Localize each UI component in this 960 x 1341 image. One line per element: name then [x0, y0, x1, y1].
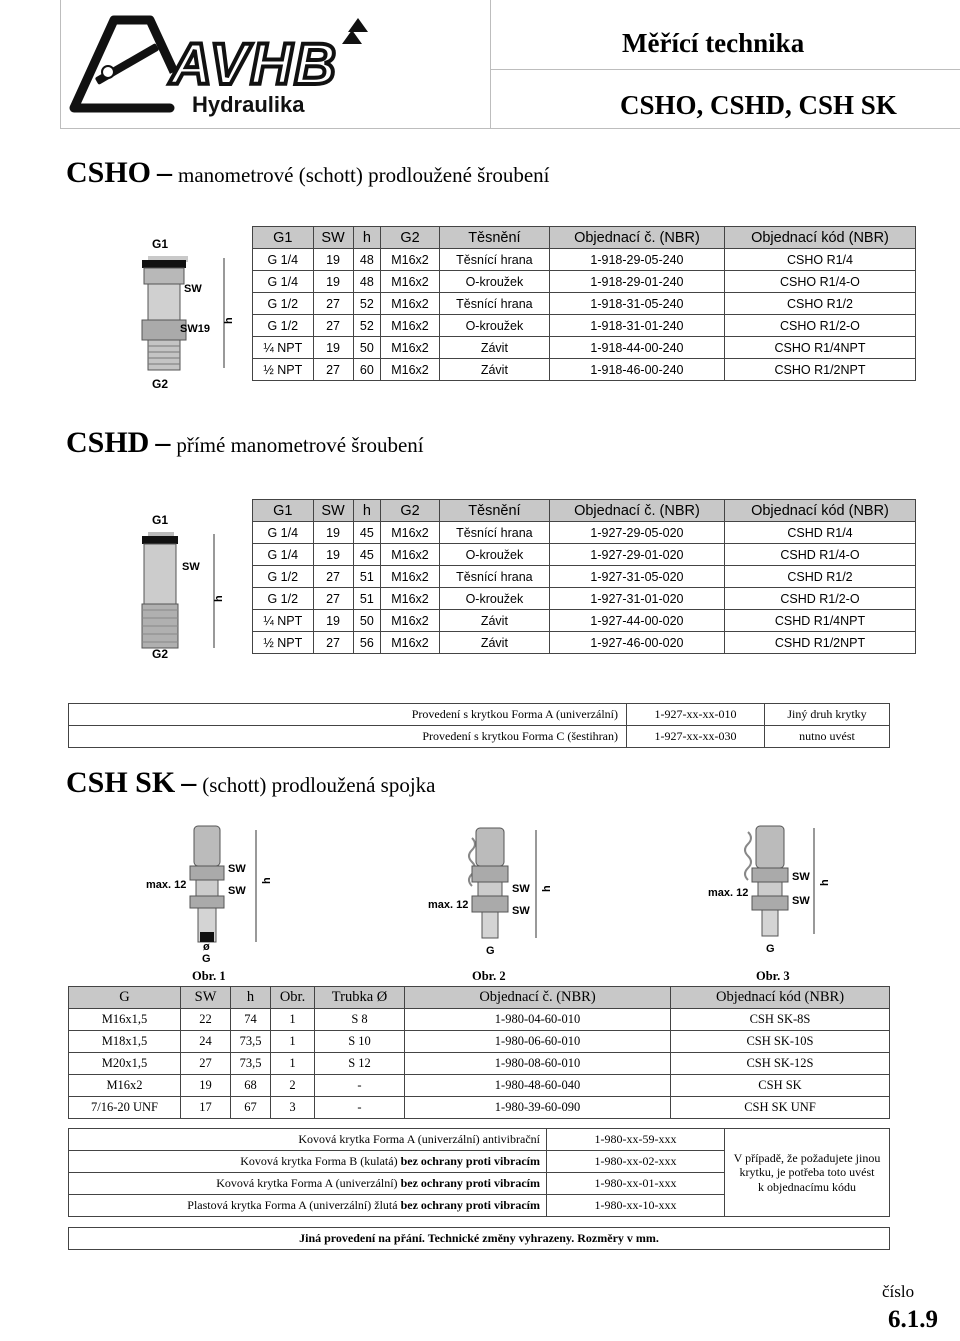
table-row	[69, 704, 890, 726]
footer-note: Jiná provedení na přání. Technické změny vyhrazeny. Rozměry v mm.	[69, 1228, 890, 1250]
table-row	[253, 522, 916, 544]
table-cell: 1	[271, 1053, 315, 1075]
table-cell: 73,5	[231, 1031, 271, 1053]
table-row	[69, 1031, 890, 1053]
table-cell: 52	[353, 293, 381, 315]
table-row	[253, 544, 916, 566]
table-cell: 2	[271, 1075, 315, 1097]
table-cell: 1-918-44-00-240	[549, 337, 724, 359]
cap-description: Kovová krytka Forma A (univerzální)	[216, 1176, 401, 1190]
table-cell: CSHO R1/4-O	[724, 271, 915, 293]
table-cell: M16x2	[381, 544, 440, 566]
section-heading-cshd: CSHD – přímé manometrové šroubení	[66, 426, 424, 459]
svg-text:G: G	[486, 945, 495, 957]
table-cell: 27	[313, 293, 353, 315]
table-row	[69, 1009, 890, 1031]
table-cell: M16x2	[381, 315, 440, 337]
footer-note-box	[68, 1227, 890, 1250]
table-cell: Provedení s krytkou Forma C (šestihran)	[69, 726, 627, 748]
column-header: Objednací č. (NBR)	[405, 987, 671, 1009]
table-cell: M16x2	[381, 588, 440, 610]
document-title: Měřící technika	[622, 28, 805, 58]
table-cell: M16x2	[381, 337, 440, 359]
table-cell: 1-927-46-00-020	[549, 632, 724, 654]
column-header: G2	[381, 500, 440, 522]
table-cell: CSHO R1/4NPT	[724, 337, 915, 359]
table-cell: 1-927-29-05-020	[549, 522, 724, 544]
cshsk-drawing-1	[140, 822, 290, 968]
svg-text:SW: SW	[228, 863, 246, 875]
table-cell: G 1/4	[253, 249, 314, 271]
table-cell: 1-918-29-01-240	[549, 271, 724, 293]
table-cell: G 1/4	[253, 544, 314, 566]
table-cell: 1-980-xx-01-xxx	[547, 1173, 725, 1195]
table-cell: 19	[313, 544, 353, 566]
cshsk-drawing-3	[706, 822, 846, 960]
svg-text:G2: G2	[152, 647, 169, 661]
table-cell: 19	[313, 271, 353, 293]
svg-text:h: h	[213, 595, 225, 602]
svg-text:SW: SW	[792, 871, 810, 883]
svg-text:SW: SW	[512, 883, 530, 895]
column-header: h	[231, 987, 271, 1009]
table-cell: 19	[313, 249, 353, 271]
column-header: SW	[313, 227, 353, 249]
svg-text:max. 12: max. 12	[146, 879, 187, 891]
table-cell: O-kroužek	[439, 544, 549, 566]
table-cell: M16x2	[381, 632, 440, 654]
table-cell: Jiný druh krytky	[765, 704, 890, 726]
table-cell: M16x2	[381, 359, 440, 381]
document-subtitle: CSHO, CSHD, CSH SK	[620, 90, 897, 120]
table-row	[253, 337, 916, 359]
table-cell: 50	[353, 337, 381, 359]
table-cell	[69, 1195, 547, 1217]
section-description: přímé manometrové šroubení	[176, 433, 424, 457]
column-header: h	[353, 500, 381, 522]
table-cell: CSH SK-10S	[671, 1031, 890, 1053]
table-cell: 27	[313, 359, 353, 381]
table-cell: 60	[353, 359, 381, 381]
caps-note-line: V případě, že požadujete jinou	[733, 1150, 881, 1165]
table-cell: O-kroužek	[439, 271, 549, 293]
table-cell: CSHD R1/2-O	[724, 588, 915, 610]
table-cell: 19	[313, 610, 353, 632]
svg-text:h: h	[223, 317, 235, 324]
table-cell: ¼ NPT	[253, 337, 314, 359]
header-rule	[60, 0, 61, 128]
table-cell: 1-927-xx-xx-030	[627, 726, 765, 748]
table-cell: G 1/4	[253, 271, 314, 293]
page-number-label: číslo	[882, 1282, 915, 1301]
table-cell: CSH SK	[671, 1075, 890, 1097]
figure-caption: Obr. 3	[756, 969, 790, 983]
table-cell: ½ NPT	[253, 359, 314, 381]
cshsk-table	[68, 986, 890, 1119]
section-heading-cshsk: CSH SK – (schott) prodloužená spojka	[66, 766, 436, 799]
table-cell: M18x1,5	[69, 1031, 181, 1053]
column-header: Obr.	[271, 987, 315, 1009]
svg-text:max. 12: max. 12	[708, 887, 749, 899]
table-cell: M16x2	[69, 1075, 181, 1097]
svg-text:SW: SW	[512, 905, 530, 917]
table-cell: CSHO R1/2NPT	[724, 359, 915, 381]
cshsk-drawing-2	[424, 826, 574, 960]
table-row	[253, 249, 916, 271]
cshd-caps-table	[68, 703, 890, 748]
table-cell: 56	[353, 632, 381, 654]
section-code: CSH SK	[66, 766, 176, 799]
column-header: SW	[181, 987, 231, 1009]
table-cell: 1-918-46-00-240	[549, 359, 724, 381]
svg-text:G: G	[766, 943, 775, 955]
column-header: G1	[253, 227, 314, 249]
table-cell: nutno uvést	[765, 726, 890, 748]
table-cell: -	[315, 1075, 405, 1097]
table-cell: Těsnící hrana	[439, 293, 549, 315]
table-cell: Závit	[439, 632, 549, 654]
table-row	[253, 293, 916, 315]
table-cell: Těsnící hrana	[439, 249, 549, 271]
table-cell: G 1/4	[253, 522, 314, 544]
svg-text:Hydraulika: Hydraulika	[192, 92, 305, 117]
table-row	[253, 315, 916, 337]
section-code: CSHO	[66, 156, 152, 189]
header-rule	[490, 0, 491, 128]
cshd-table	[252, 499, 916, 654]
table-cell: M16x2	[381, 249, 440, 271]
table-cell: 1	[271, 1031, 315, 1053]
table-cell: 74	[231, 1009, 271, 1031]
table-cell: Závit	[439, 359, 549, 381]
table-cell	[725, 1129, 890, 1217]
table-cell: ½ NPT	[253, 632, 314, 654]
table-cell: CSHD R1/2	[724, 566, 915, 588]
svg-text:G1: G1	[152, 513, 169, 527]
table-cell: M16x2	[381, 271, 440, 293]
table-row	[253, 566, 916, 588]
cap-description: Plastová krytka Forma A (univerzální) žlutá	[187, 1198, 401, 1212]
table-cell: M16x2	[381, 566, 440, 588]
table-cell: 50	[353, 610, 381, 632]
table-cell: 27	[313, 588, 353, 610]
table-cell: 27	[181, 1053, 231, 1075]
table-cell: 51	[353, 566, 381, 588]
table-cell: 45	[353, 522, 381, 544]
table-header-row	[253, 227, 916, 249]
column-header: G1	[253, 500, 314, 522]
cap-description-bold: bez ochrany proti vibracím	[400, 1154, 540, 1168]
table-cell: CSHD R1/4-O	[724, 544, 915, 566]
svg-text:SW19: SW19	[180, 323, 210, 335]
table-cell: 1-980-xx-10-xxx	[547, 1195, 725, 1217]
svg-text:SW: SW	[228, 885, 246, 897]
table-cell: 1-918-29-05-240	[549, 249, 724, 271]
table-cell: O-kroužek	[439, 588, 549, 610]
cshsk-caps-table	[68, 1128, 890, 1217]
table-cell: O-kroužek	[439, 315, 549, 337]
column-header: Objednací kód (NBR)	[671, 987, 890, 1009]
table-cell: 48	[353, 271, 381, 293]
table-cell: 1-927-29-01-020	[549, 544, 724, 566]
csho-table	[252, 226, 916, 381]
table-cell: M16x1,5	[69, 1009, 181, 1031]
table-cell	[69, 1129, 547, 1151]
table-cell: 1-927-31-05-020	[549, 566, 724, 588]
table-cell: G 1/2	[253, 588, 314, 610]
table-row	[253, 359, 916, 381]
table-cell: 1-918-31-01-240	[549, 315, 724, 337]
table-cell: 17	[181, 1097, 231, 1119]
table-cell: CSHD R1/4NPT	[724, 610, 915, 632]
svg-text:G: G	[202, 953, 211, 965]
table-cell: 1-980-04-60-010	[405, 1009, 671, 1031]
caps-note-line: krytku, je potřeba toto uvést	[739, 1165, 875, 1180]
svg-text:h: h	[261, 877, 273, 884]
table-cell: 19	[181, 1075, 231, 1097]
table-cell: 1-980-06-60-010	[405, 1031, 671, 1053]
table-cell: 19	[313, 337, 353, 359]
table-cell: M16x2	[381, 522, 440, 544]
table-cell: G 1/2	[253, 293, 314, 315]
table-cell: CSHO R1/2	[724, 293, 915, 315]
svg-text:SW: SW	[792, 895, 810, 907]
table-cell: CSHD R1/2NPT	[724, 632, 915, 654]
table-cell: 1-918-31-05-240	[549, 293, 724, 315]
table-row	[69, 1228, 890, 1250]
column-header: SW	[313, 500, 353, 522]
table-cell: Těsnící hrana	[439, 566, 549, 588]
table-cell: CSHD R1/4	[724, 522, 915, 544]
table-cell	[69, 1151, 547, 1173]
table-cell: 1-980-39-60-090	[405, 1097, 671, 1119]
table-cell: 48	[353, 249, 381, 271]
svg-text:SW: SW	[184, 283, 202, 295]
svg-text:AVHB: AVHB	[170, 32, 339, 97]
table-cell: 1-927-44-00-020	[549, 610, 724, 632]
table-cell: G 1/2	[253, 315, 314, 337]
table-cell: 27	[313, 315, 353, 337]
table-cell: CSH SK-8S	[671, 1009, 890, 1031]
header-rule	[490, 69, 960, 70]
table-cell: 1-980-xx-59-xxx	[547, 1129, 725, 1151]
svg-text:ø: ø	[203, 941, 210, 953]
cshd-fitting-drawing	[138, 510, 238, 662]
table-cell: S 10	[315, 1031, 405, 1053]
column-header: h	[353, 227, 381, 249]
svg-text:h: h	[541, 885, 553, 892]
company-logo	[62, 12, 380, 124]
table-cell: 73,5	[231, 1053, 271, 1075]
table-cell	[69, 1173, 547, 1195]
column-header: Objednací kód (NBR)	[724, 227, 915, 249]
table-cell: S 12	[315, 1053, 405, 1075]
table-row	[69, 1097, 890, 1119]
figure-caption: Obr. 2	[472, 969, 506, 983]
table-cell: M16x2	[381, 610, 440, 632]
table-row	[253, 588, 916, 610]
column-header: Objednací č. (NBR)	[549, 227, 724, 249]
table-cell: 27	[313, 566, 353, 588]
table-cell: 7/16-20 UNF	[69, 1097, 181, 1119]
table-cell: Závit	[439, 610, 549, 632]
table-cell: M16x2	[381, 293, 440, 315]
column-header: G2	[381, 227, 440, 249]
table-cell: 1-927-31-01-020	[549, 588, 724, 610]
table-cell: G 1/2	[253, 566, 314, 588]
section-description: (schott) prodloužená spojka	[202, 773, 436, 797]
table-cell: 1	[271, 1009, 315, 1031]
cap-description-bold: bez ochrany proti vibracím	[400, 1198, 540, 1212]
csho-fitting-drawing	[140, 232, 248, 394]
caps-note-line: k objednacímu kódu	[758, 1179, 856, 1194]
cap-description: Kovová krytka Forma B (kulatá)	[240, 1154, 401, 1168]
table-cell: -	[315, 1097, 405, 1119]
table-row	[69, 1075, 890, 1097]
cap-description: Kovová krytka Forma A (univerzální) antivibrační	[298, 1132, 540, 1146]
table-row	[69, 1129, 890, 1151]
table-row	[253, 632, 916, 654]
table-row	[253, 271, 916, 293]
table-row	[69, 726, 890, 748]
table-row	[69, 1053, 890, 1075]
table-cell: 52	[353, 315, 381, 337]
table-cell: Závit	[439, 337, 549, 359]
table-cell: 67	[231, 1097, 271, 1119]
svg-text:max. 12: max. 12	[428, 899, 469, 911]
column-header: G	[69, 987, 181, 1009]
table-cell: S 8	[315, 1009, 405, 1031]
section-description: manometrové (schott) prodloužené šroubení	[178, 163, 550, 187]
section-code: CSHD	[66, 426, 150, 459]
table-cell: 45	[353, 544, 381, 566]
column-header: Objednací kód (NBR)	[724, 500, 915, 522]
table-cell: Provedení s krytkou Forma A (univerzální)	[69, 704, 627, 726]
table-cell: CSHO R1/2-O	[724, 315, 915, 337]
svg-text:G2: G2	[152, 377, 169, 391]
column-header: Objednací č. (NBR)	[549, 500, 724, 522]
table-cell: CSHO R1/4	[724, 249, 915, 271]
section-heading-csho: CSHO – manometrové (schott) prodloužené šroubení	[66, 156, 550, 189]
table-cell: CSH SK UNF	[671, 1097, 890, 1119]
table-cell: Těsnící hrana	[439, 522, 549, 544]
table-cell: 19	[313, 522, 353, 544]
figure-caption: Obr. 1	[192, 969, 226, 983]
table-cell: 51	[353, 588, 381, 610]
svg-text:h: h	[819, 879, 831, 886]
table-cell: 24	[181, 1031, 231, 1053]
table-header-row	[253, 500, 916, 522]
table-cell: CSH SK-12S	[671, 1053, 890, 1075]
table-row	[253, 610, 916, 632]
table-cell: 1-980-08-60-010	[405, 1053, 671, 1075]
table-cell: 1-927-xx-xx-010	[627, 704, 765, 726]
page-number: 6.1.9	[888, 1306, 938, 1333]
logo-graphic	[62, 12, 380, 124]
column-header: Trubka Ø	[315, 987, 405, 1009]
table-cell: M20x1,5	[69, 1053, 181, 1075]
header-rule	[60, 128, 960, 129]
cap-description-bold: bez ochrany proti vibracím	[400, 1176, 540, 1190]
column-header: Těsnění	[439, 500, 549, 522]
table-cell: ¼ NPT	[253, 610, 314, 632]
table-cell: 68	[231, 1075, 271, 1097]
svg-text:G1: G1	[152, 237, 169, 251]
svg-text:SW: SW	[182, 561, 200, 573]
table-cell: 1-980-xx-02-xxx	[547, 1151, 725, 1173]
table-cell: 22	[181, 1009, 231, 1031]
table-cell: 3	[271, 1097, 315, 1119]
table-cell: 27	[313, 632, 353, 654]
table-header-row	[69, 987, 890, 1009]
column-header: Těsnění	[439, 227, 549, 249]
table-cell: 1-980-48-60-040	[405, 1075, 671, 1097]
